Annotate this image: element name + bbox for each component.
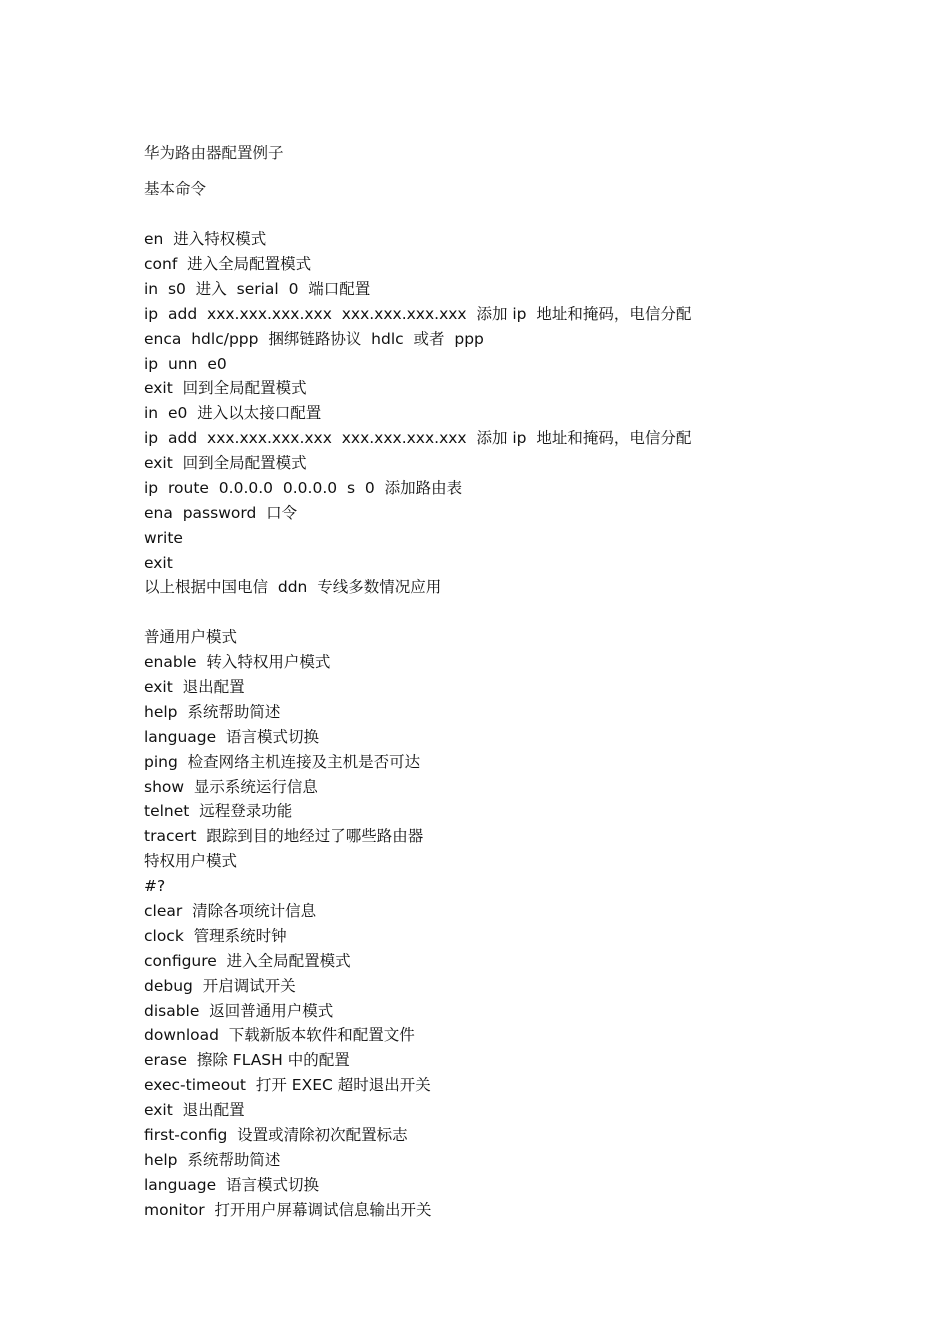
text-line: monitor 打开用户屏幕调试信息输出开关 [144, 1201, 432, 1219]
text-line: erase 擦除 FLASH 中的配置 [144, 1051, 350, 1069]
text-line: ip route 0.0.0.0 0.0.0.0 s 0 添加路由表 [144, 479, 463, 497]
text-line: 以上根据中国电信 ddn 专线多数情况应用 [144, 578, 442, 596]
section-heading: 普通用户模式 [144, 628, 238, 646]
text-line: exit 退出配置 [144, 1101, 245, 1119]
text-line: clock 管理系统时钟 [144, 927, 287, 945]
text-line: telnet 远程登录功能 [144, 802, 293, 820]
text-line: first-config 设置或清除初次配置标志 [144, 1126, 408, 1144]
text-line: write [144, 529, 183, 547]
text-line: download 下载新版本软件和配置文件 [144, 1026, 415, 1044]
text-line: ip add xxx.xxx.xxx.xxx xxx.xxx.xxx.xxx 添加 ip 地址和掩码，电信分配 [144, 305, 692, 323]
text-line: exit [144, 554, 173, 572]
text-line: ip add xxx.xxx.xxx.xxx xxx.xxx.xxx.xxx 添加 ip 地址和掩码，电信分配 [144, 429, 692, 447]
text-line: help 系统帮助简述 [144, 703, 281, 721]
document-title: 华为路由器配置例子 [144, 144, 284, 162]
text-line: disable 返回普通用户模式 [144, 1002, 334, 1020]
text-line: ip unn e0 [144, 355, 227, 373]
text-line: show 显示系统运行信息 [144, 778, 318, 796]
text-line: #? [144, 877, 166, 895]
text-line: exec-timeout 打开 EXEC 超时退出开关 [144, 1076, 431, 1094]
text-line: en 进入特权模式 [144, 230, 267, 248]
text-line: tracert 跟踪到目的地经过了哪些路由器 [144, 827, 424, 845]
text-line: enable 转入特权用户模式 [144, 653, 331, 671]
text-line: in s0 进入 serial 0 端口配置 [144, 280, 371, 298]
text-line: enca hdlc/ppp 捆绑链路协议 hdlc 或者 ppp [144, 330, 484, 348]
section-heading: 基本命令 [144, 180, 207, 198]
text-line: in e0 进入以太接口配置 [144, 404, 322, 422]
text-line: ping 检查网络主机连接及主机是否可达 [144, 753, 421, 771]
text-line: exit 回到全局配置模式 [144, 379, 307, 397]
text-line: debug 开启调试开关 [144, 977, 296, 995]
text-line: clear 清除各项统计信息 [144, 902, 317, 920]
text-line: exit 退出配置 [144, 678, 245, 696]
text-line: help 系统帮助简述 [144, 1151, 281, 1169]
text-line: ena password 口令 [144, 504, 298, 522]
text-line: configure 进入全局配置模式 [144, 952, 351, 970]
text-line: language 语言模式切换 [144, 728, 320, 746]
text-line: conf 进入全局配置模式 [144, 255, 312, 273]
section-heading: 特权用户模式 [144, 852, 238, 870]
text-line: exit 回到全局配置模式 [144, 454, 307, 472]
text-line: language 语言模式切换 [144, 1176, 320, 1194]
